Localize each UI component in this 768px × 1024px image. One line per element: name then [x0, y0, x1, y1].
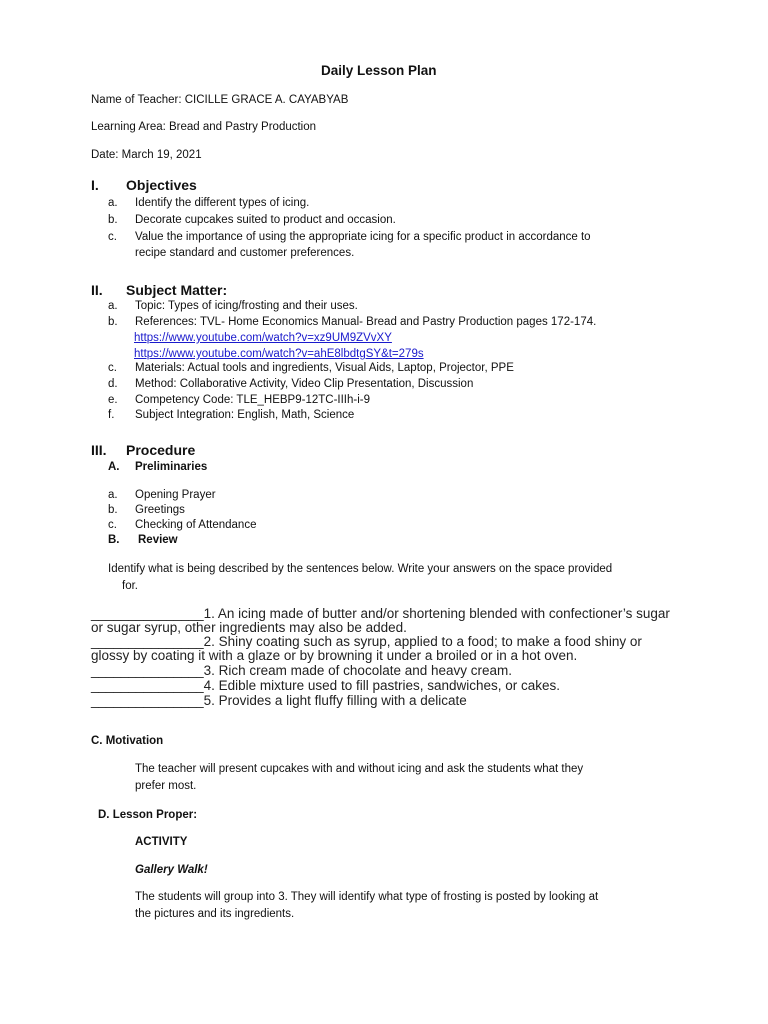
objective-item-continued: recipe standard and customer preferences. [135, 247, 355, 259]
lesson-proper-heading: D. Lesson Proper: [98, 809, 198, 821]
document-title: Daily Lesson Plan [321, 63, 437, 78]
youtube-link[interactable]: https://www.youtube.com/watch?v=ahE8lbdtgSY&t=279s [134, 348, 424, 360]
motivation-text: The teacher will present cupcakes with and without icing and ask the students what they [135, 763, 584, 775]
youtube-link[interactable]: https://www.youtube.com/watch?v=xz9UM9ZVvXY [134, 332, 392, 344]
teacher-name: Name of Teacher: CICILLE GRACE A. CAYABYAB [91, 94, 349, 106]
preliminary-item: a. Opening Prayer [108, 489, 216, 501]
objective-item: b. Decorate cupcakes suited to product and occasion. [108, 214, 396, 226]
activity-text-continued: the pictures and its ingredients. [135, 908, 295, 920]
gallery-walk-label: Gallery Walk! [135, 864, 208, 876]
review-instruction-continued: for. [122, 580, 138, 592]
preliminary-item: b. Greetings [108, 504, 185, 516]
motivation-heading: C. Motivation [91, 735, 164, 747]
preliminary-item: c. Checking of Attendance [108, 519, 257, 531]
review-question: _______________2. Shiny coating such as syrup, applied to a food; to make a food shiny or [91, 634, 642, 649]
subject-matter-heading: II. Subject Matter: [91, 282, 228, 298]
review-instruction: Identify what is being described by the sentences below. Write your answers on the space provided [108, 563, 613, 575]
preliminaries-heading: A. Preliminaries [108, 461, 208, 473]
motivation-text-continued: prefer most. [135, 780, 197, 792]
activity-text: The students will group into 3. They will identify what type of frosting is posted by looking at [135, 891, 599, 903]
lesson-date: Date: March 19, 2021 [91, 149, 202, 161]
objective-item: a. Identify the different types of icing. [108, 197, 310, 209]
review-question: _______________1. An icing made of butter and/or shortening blended with confectioner’s sugar [91, 606, 670, 621]
subject-item: e. Competency Code: TLE_HEBP9-12TC-IIIh-i-9 [108, 394, 370, 406]
activity-label: ACTIVITY [135, 836, 188, 848]
subject-item: f. Subject Integration: English, Math, Science [108, 409, 355, 421]
subject-item: d. Method: Collaborative Activity, Video Clip Presentation, Discussion [108, 378, 474, 390]
review-question: glossy by coating it with a glaze or by browning it under a broiled or in a hot oven. [91, 648, 578, 663]
objective-item: c. Value the importance of using the appropriate icing for a specific product in accordance to [108, 231, 591, 243]
review-heading: B. Review [108, 534, 178, 546]
learning-area: Learning Area: Bread and Pastry Production [91, 121, 317, 133]
objectives-heading: I. Objectives [91, 177, 197, 193]
subject-item: b. References: TVL- Home Economics Manual- Bread and Pastry Production pages 172-174. [108, 316, 597, 328]
subject-item: c. Materials: Actual tools and ingredients, Visual Aids, Laptop, Projector, PPE [108, 362, 514, 374]
procedure-heading: III. Procedure [91, 442, 196, 458]
review-question: _______________3. Rich cream made of chocolate and heavy cream. [91, 663, 513, 678]
review-question: _______________4. Edible mixture used to fill pastries, sandwiches, or cakes. [91, 678, 561, 693]
review-question: or sugar syrup, other ingredients may also be added. [91, 620, 407, 635]
review-question: _______________5. Provides a light fluffy filling with a delicate [91, 693, 467, 708]
subject-item: a. Topic: Types of icing/frosting and their uses. [108, 300, 358, 312]
